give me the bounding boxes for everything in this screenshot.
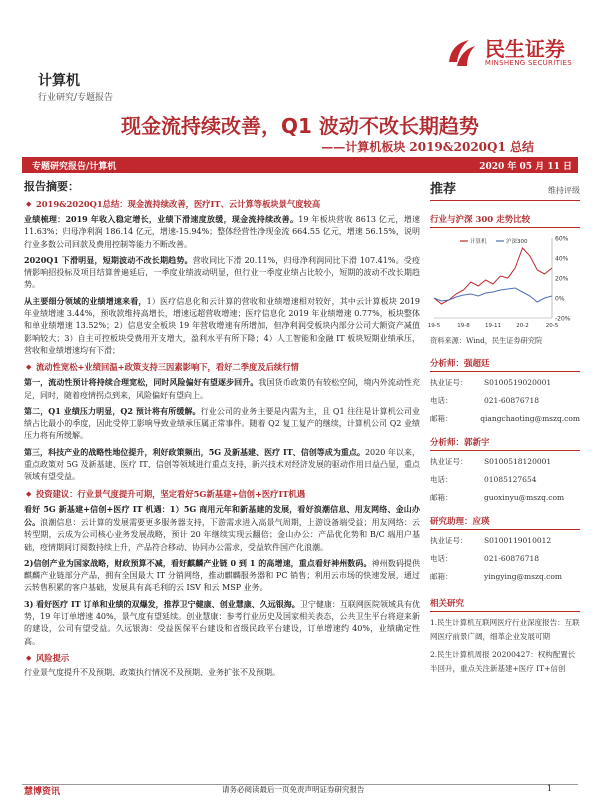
y-tick-label: 40% bbox=[555, 255, 569, 263]
summary-paragraph: 2020Q1 下滑明显，短期波动不改长期趋势。营收同比下滑 20.11%，归母净利润同比下滑 107.41%。受疫情影响招投标及项目结算普遍延后，一季度业绩波动明显，但行业一季度业绩占比较小，短期的波动不改长期趋势。 bbox=[24, 254, 420, 290]
analyst-3-head: 研究助理：应瑛 bbox=[430, 515, 580, 530]
y-tick-label: 60% bbox=[555, 235, 569, 243]
y-tick-label: -20% bbox=[555, 315, 571, 323]
analyst-3-cert: 执业证号： S0100119010012 bbox=[430, 536, 552, 545]
x-tick-label: 19-8 bbox=[457, 323, 470, 329]
summary-bullet-4: ◆ 风险提示 bbox=[22, 652, 420, 664]
logo-icon bbox=[445, 36, 479, 70]
summary-paragraph: 业绩梳理：2019 年收入稳定增长，业绩下滑速度放缓，现金流持续改善。19 年板块营收 8613 亿元，增速 11.63%；归母净利润 186.14 亿元，增速-15.94%；整体经营性净现金流 664.55 亿元，增速 56.15%，说明行业多数公司回款及费用控制等能力不断改善。 bbox=[24, 214, 420, 249]
x-tick-label: 19-11 bbox=[485, 323, 501, 329]
legend-label: 计算机 bbox=[470, 239, 487, 245]
x-tick-label: 20-5 bbox=[545, 323, 559, 329]
summary-paragraph: 2)信创产业为国家战略，财政预算不减，看好麒麟产业链 0 到 1 的高增速，重点看好神州数码。神州数码提供麒麟产业链部分产品，拥有全国最大 IT 分销网络，推动麒麟服务器和 PC 销售；利用云市场的快速发展，通过云转售积累的客户基础，发展具有高毛利的云 ISV 和云 MSP 业务。 bbox=[24, 557, 421, 593]
summary-paragraph: 从主要细分领域的业绩增速来看，1）医疗信息化和云计算的营收和业绩增速相对较好，其中云计算板块 2019 年业绩增速 3.44%，预收款维持高增长，增速远超营收增速；医疗信息化 2019 年业绩增速 0.77%，板块整体和单业绩增速 13.52%；2）信息安全板块 19 年营收增速有所增加，但净利润受板块内部分公司大额资产减值影响较大；3）自主可控板块受费用开支增大，盈利水平有所下降；4）人工智能和金融 IT 板块短期业绩承压，营收和业绩增速均有下滑； bbox=[24, 295, 420, 355]
analyst-1-email: 邮箱： qiangchaoting@mszq.com bbox=[430, 414, 580, 423]
rating-label: 维持评级 bbox=[548, 186, 580, 195]
trend-chart bbox=[427, 232, 580, 334]
report-date: 2020 年 05 月 11 日 bbox=[479, 161, 572, 172]
brand-logo bbox=[445, 36, 572, 70]
summary-bullet-2: ◆ 流动性宽松+业绩回温+政策支持三因素影响下，看好二季度及后续行情 bbox=[22, 361, 420, 373]
analyst-3-phone: 电话： 021-60876718 bbox=[430, 554, 540, 563]
summary-bullet-3: ◆ 投资建议：行业景气度提升可期，坚定看好5G新基建+信创+医疗IT机遇 bbox=[22, 488, 420, 500]
industry-label: 计算机 bbox=[38, 73, 80, 89]
y-tick-label: 0% bbox=[555, 295, 565, 303]
summary-label: 报告摘要： bbox=[24, 180, 79, 193]
related-research-head: 相关研究 bbox=[430, 597, 580, 612]
summary-column bbox=[22, 178, 420, 679]
legend-label: 沪深300 bbox=[506, 239, 528, 245]
logo-text-cn: 民生证券 bbox=[484, 37, 565, 61]
analyst-2-cert: 执业证号： S0100518120001 bbox=[430, 457, 552, 466]
related-item-2[interactable]: 2.民生计算机周报 20200427：权构配置长半回升，重点关注新基建+医疗 IT+信创 bbox=[430, 650, 576, 673]
footer-disclaimer: 请务必阅读最后一页免责声明证券研究报告 bbox=[222, 785, 365, 794]
summary-paragraph: 看好 5G 新基建+信创+医疗 IT 机遇：1）5G 商用元年和新基建的发展，看好浪潮信息、用友网络、金山办公。浪潮信息：云计算的发展需要更多服务器支持，下游需求进入高景气周期，上游设备端受益；用友网络：云转型期，云成为公司核心业务发展战略，预计 20 年继续实现云翻倍；金山办公：产品优化势和 B/C 端用户基础，疫情期间订阅数持续上升，产品符合移动、协同办公需求，受益软件国产化浪潮。 bbox=[24, 503, 421, 552]
logo-text-en: MINSHENG SECURITIES bbox=[484, 59, 572, 67]
chart-title: 行业与沪深 300 走势比较 bbox=[430, 213, 580, 228]
report-info-bar bbox=[22, 157, 578, 173]
side-column bbox=[427, 178, 580, 676]
series-line-hs300 bbox=[434, 288, 552, 302]
doc-type: 行业研究/专题报告 bbox=[38, 93, 114, 103]
analyst-1-cert: 执业证号： S0100519020001 bbox=[430, 378, 552, 387]
analyst-2-email: 邮箱： guoxinyu@mszq.com bbox=[430, 493, 565, 502]
trend-chart-svg bbox=[427, 232, 580, 334]
related-item-1[interactable]: 1.民生计算机互联网医疗行业深度报告：互联网医疗前景广阔，细革企业发展可期 bbox=[430, 618, 580, 641]
page-number: 1 bbox=[546, 784, 552, 793]
analyst-1-head: 分析师：强超廷 bbox=[430, 357, 580, 372]
summary-paragraph: 第三，科技产业的战略性地位提升，利好政策频出，5G 及新基建、医疗 IT、信创等成为重点。2020 年以来，重点政策对 5G 及新基建、医疗 IT、信创等领域进行重点支持，新兴技术对经济发展的驱动作用日益凸显，重点领域有望受益。 bbox=[24, 446, 420, 482]
analyst-2-head: 分析师：郭新宇 bbox=[430, 436, 580, 451]
series-line-industry bbox=[434, 248, 552, 304]
analyst-2-phone: 电话： 01085127654 bbox=[430, 475, 537, 484]
risk-paragraph: 行业景气度提升不及预期、政策执行情况不及预期、业务扩张不及预期。 bbox=[24, 667, 280, 677]
chart-source: 资料来源：Wind，民生证券研究院 bbox=[430, 336, 543, 345]
summary-paragraph: 3) 看好医疗 IT 订单和业绩的双爆发，推荐卫宁健康、创业慧康、久远银海。卫宁健康：互联网医院领域具有优势，19 年订单增速 40%，景气度有望延续。创业慧康：参考行业历史及国家相关表态，公共卫生平台将迎来新的建设，公司有望受益。久远银海：受益医保平台建设和省级民政平台建设，订单增速约 40%，业绩确定性高。 bbox=[24, 598, 421, 646]
rating-block bbox=[430, 178, 580, 201]
recommend-label: 推荐 bbox=[430, 182, 457, 197]
x-tick-label: 19-5 bbox=[427, 323, 441, 329]
summary-paragraph: 第一，流动性预计将持续合理宽松，同时风险偏好有望逐步回升。我国货币政策仍有较松空间，境内外流动性充足，同时，随着疫情拐点到来，风险偏好有望向上。 bbox=[24, 377, 421, 400]
summary-paragraph: 第二，Q1 业绩压力明显，Q2 预计将有所缓解。行业公司的业务主要是内需为主，且 Q1 往往是计算机公司业绩占比最小的季度，因此受停工影响导致业绩承压属正常事件。随着 Q2 复工复产的继续，计算机公司 Q2 业绩压力将有所缓解。 bbox=[24, 405, 421, 441]
y-tick-label: 20% bbox=[555, 275, 569, 283]
page-title: 现金流持续改善，Q1 波动不改长期趋势 bbox=[121, 114, 479, 138]
page-subtitle: ——计算机板块 2019&2020Q1 总结 bbox=[321, 140, 534, 154]
analyst-1-phone: 电话： 021-60876718 bbox=[430, 396, 540, 405]
x-tick-label: 20-2 bbox=[516, 323, 529, 329]
analyst-3-email: 邮箱： yingying@mszq.com bbox=[430, 572, 562, 581]
footer-watermark: 慧博资讯 bbox=[24, 787, 61, 797]
report-category: 专题研究报告/计算机 bbox=[32, 161, 117, 172]
summary-bullet-1: ◆ 2019&2020Q1总结：现金流持续改善，医疗IT、云计算等板块景气度较高 bbox=[22, 198, 420, 210]
